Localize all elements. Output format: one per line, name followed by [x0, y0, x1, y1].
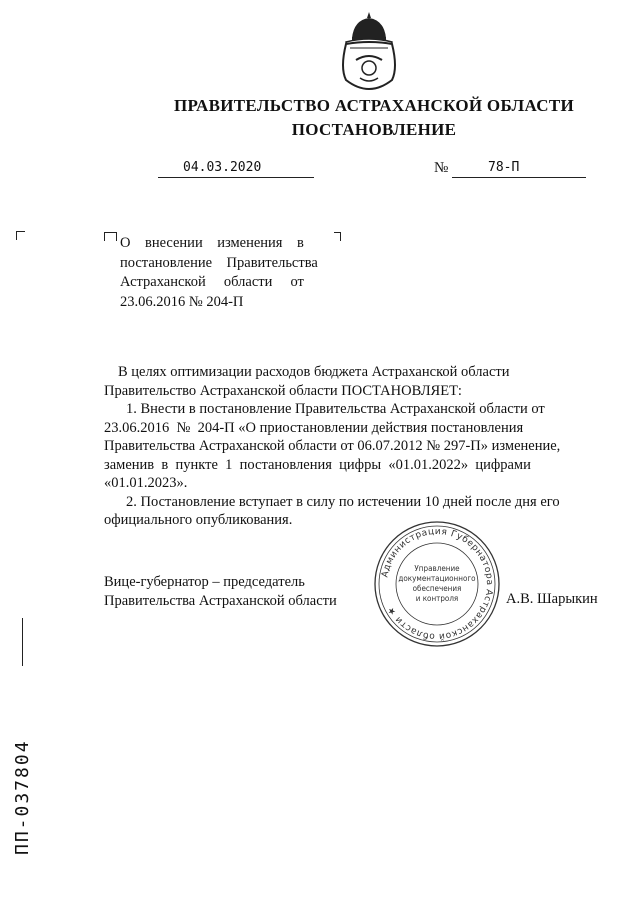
document-number: 78-П — [488, 160, 520, 175]
document-subject — [120, 234, 334, 312]
subject-line: 23.06.2016 № 204-П — [120, 293, 244, 310]
document-date: 04.03.2020 — [183, 160, 262, 175]
svg-text:и контроля: и контроля — [415, 594, 459, 603]
body-line: «01.01.2023». — [104, 475, 188, 491]
svg-text:обеспечения: обеспечения — [412, 584, 462, 593]
subject-line: постановление Правительства — [120, 254, 318, 271]
margin-corner-mark — [16, 231, 25, 240]
subject-line: Астраханской области от — [120, 274, 304, 290]
body-line: Правительства Астраханской области от 06.07.2012 № 297-П» изменение, — [104, 438, 561, 454]
number-underline — [452, 177, 586, 178]
government-heading: ПРАВИТЕЛЬСТВО АСТРАХАНСКОЙ ОБЛАСТИ — [174, 96, 574, 115]
subject-line: О внесении изменения в — [120, 235, 304, 251]
body-line: В целях оптимизации расходов бюджета Астраханской области — [118, 364, 510, 380]
body-line: 2. Постановление вступает в силу по истечении 10 дней после дня его — [126, 493, 560, 510]
signatory-title — [104, 573, 364, 611]
svg-text:документационного: документационного — [398, 574, 476, 583]
signatory-title-line: Правительства Астраханской области — [104, 593, 337, 609]
side-code-stamp — [6, 700, 34, 860]
body-line: 1. Внести в постановление Правительства Астраханской области от — [126, 401, 545, 417]
margin-line — [22, 618, 23, 666]
body-line: заменив в пункте 1 постановления цифры «01.01.2022» цифрами — [104, 456, 531, 473]
signatory-name: А.В. Шарыкин — [506, 591, 598, 607]
svg-text:Администрация Губернатора Астр: Администрация Губернатора Астраханской области ★ — [380, 526, 495, 642]
signatory-title-line: Вице-губернатор – председатель — [104, 574, 305, 590]
document-body — [104, 363, 608, 530]
side-code-text: ПП-037804 — [12, 739, 33, 855]
coat-of-arms-emblem — [340, 8, 398, 94]
date-underline — [158, 177, 314, 178]
body-line: официального опубликования. — [104, 512, 293, 528]
body-line: 23.06.2016 № 204-П «О приостановлении действия постановления — [104, 419, 524, 436]
official-stamp — [372, 519, 502, 649]
number-label: № — [434, 160, 449, 176]
subject-bracket-left-inner — [110, 232, 117, 241]
subject-bracket-right — [334, 232, 341, 241]
svg-text:Управление: Управление — [414, 564, 460, 573]
document-type-heading: ПОСТАНОВЛЕНИЕ — [291, 120, 457, 139]
body-line: Правительство Астраханской области ПОСТАНОВЛЯЕТ: — [104, 382, 462, 399]
